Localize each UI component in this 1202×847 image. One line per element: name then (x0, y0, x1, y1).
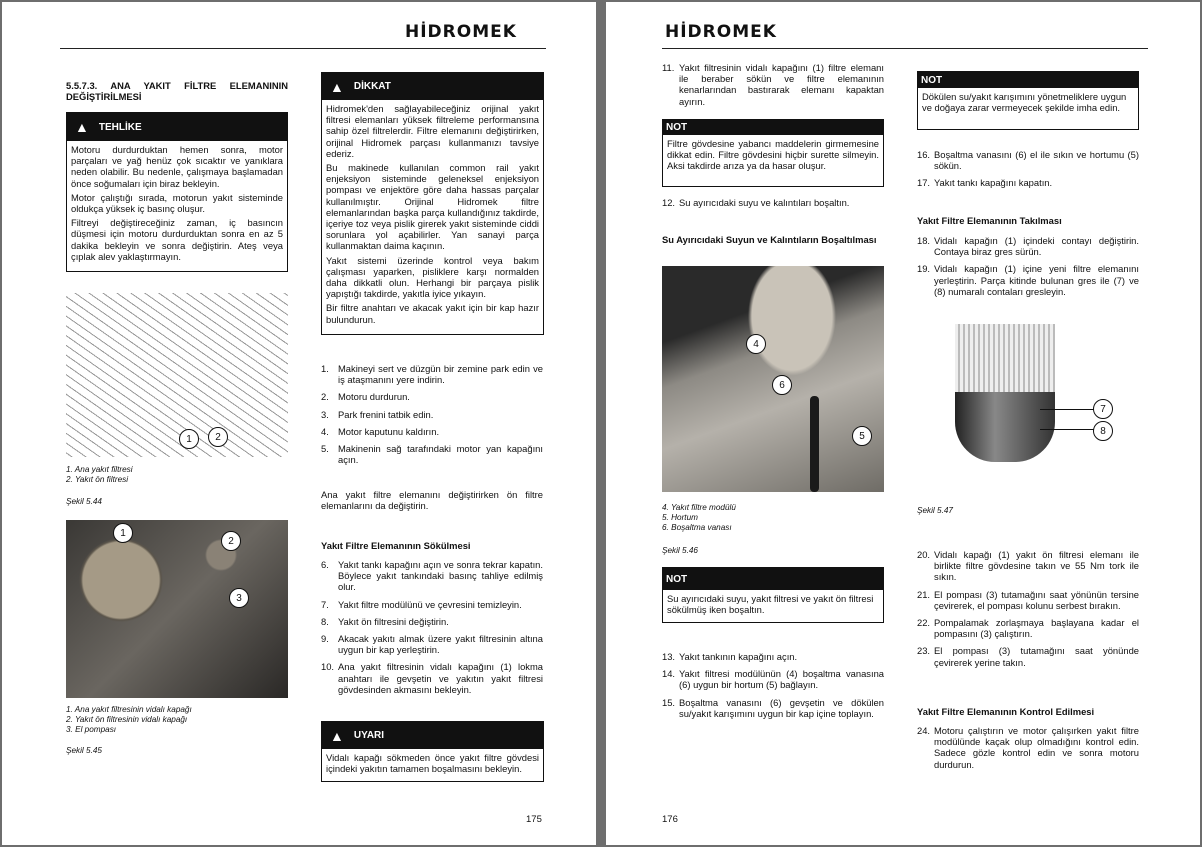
step-number: 3. (321, 408, 329, 420)
caution-title: DİKKAT (353, 81, 391, 92)
warning-box (321, 721, 544, 782)
step-item (917, 617, 1139, 639)
step-text: Makineyi sert ve düzgün bir zemine park edin ve iş ataşmanını yere indirin. (338, 363, 543, 386)
header-rule (662, 48, 1148, 49)
caption-line: 3. El pompası (66, 725, 117, 734)
callout: 1 (179, 429, 199, 449)
step-text: Yakıt tankı kapağını açın ve sonra tekrar kapatın. Böylece yakıt tankındaki basınç tahliye edilmiş olur. (338, 559, 543, 593)
caution-text: Bu makinede kullanılan common rail yakıt enjeksiyon sisteminde geleneksel enjeksiyon pompası ve enjektöre göre daha hassas parçalar kullanılmıştır. Orijinal Hidromek filtre elemanlarından başka parça kullandığınız takdirde, içeriye toz veya pislik girerek yakıt sisteminde ciddi sorunlara yol açabilirler. Yan sanayi parça kullanmaktan daima kaçının. (326, 162, 539, 252)
section-heading: 5.5.7.3. ANA YAKIT FİLTRE ELEMANININ DEĞİŞTİRİLMESİ (66, 80, 288, 103)
steps-list-16-17 (917, 149, 1139, 195)
step-number: 7. (321, 598, 329, 610)
danger-title: TEHLİKE (98, 121, 142, 133)
step-item (321, 633, 543, 655)
figure-caption (662, 503, 736, 533)
callout: 2 (208, 427, 228, 447)
caption-line: 5. Hortum (662, 513, 698, 522)
filter-housing (955, 392, 1055, 462)
figure-label: Şekil 5.44 (66, 497, 102, 506)
step-text: Boşaltma vanasını (6) el ile sıkın ve hortumu (5) sökün. (934, 149, 1139, 172)
note-box (662, 119, 884, 187)
steps-list-20-23 (917, 549, 1139, 674)
callout: 3 (229, 588, 249, 608)
step-item (321, 599, 543, 610)
caption-line: 1. Ana yakıt filtresi (66, 465, 133, 474)
step-item (662, 62, 884, 107)
danger-text: Motoru durdurduktan hemen sonra, motor parçaları ve yağ henüz çok sıcaktır ve yanıklara neden olabilir. Bu nedenle, çalışmaya başlamadan önce soğumaları için biraz bekleyin. (71, 144, 283, 189)
step-item (917, 235, 1139, 257)
subheading-drain: Su Ayırıcıdaki Suyun ve Kalıntıların Boşaltılması (662, 234, 877, 245)
step-item (917, 549, 1139, 583)
step-text: Pompalamak zorlaşmaya başlayana kadar el pompasını (3) çalıştırın. (934, 617, 1139, 640)
note-title: NOT (918, 72, 1138, 88)
callout: 6 (772, 375, 792, 395)
note-text: Dökülen su/yakıt karışımını yönetmeliklere uygun ve doğaya zarar vermeyecek şekilde imha edin. (922, 91, 1127, 114)
callout: 4 (746, 334, 766, 354)
caution-text: Bir filtre anahtarı ve akacak yakıt için bir kap hazır bulundurun. (326, 302, 539, 325)
step-item (917, 589, 1139, 611)
step-item (917, 149, 1139, 171)
page-number: 175 (526, 814, 542, 825)
caution-header (322, 73, 543, 100)
step-text: Motor kaputunu kaldırın. (338, 425, 440, 437)
danger-text: Filtreyi değiştireceğiniz zaman, iç basıncın düşmesi için motoru durdurduktan sonra en az 5 dakika bekleyin ve sonra değiştirin. Ateş veya çıplak alev yaklaştırmayın. (71, 217, 283, 262)
callout: 7 (1093, 399, 1113, 419)
step-text: Su ayırıcıdaki suyu ve kalıntıları boşaltın. (679, 197, 850, 208)
step-text: Vidalı kapağın (1) içindeki contayı değiştirin. Contaya biraz gres sürün. (934, 235, 1139, 258)
steps-list-13-15 (662, 651, 884, 725)
steps-list-6-10 (321, 559, 543, 701)
figure-label: Şekil 5.46 (662, 546, 698, 555)
callout: 8 (1093, 421, 1113, 441)
step-number: 18. (917, 235, 931, 246)
step-item (662, 651, 884, 662)
step-text: Yakıt tankı kapağını kapatın. (934, 177, 1053, 189)
subheading-check: Yakıt Filtre Elemanının Kontrol Edilmesi (917, 706, 1095, 717)
subheading-removal: Yakıt Filtre Elemanının Sökülmesi (321, 540, 471, 551)
step-item (321, 426, 543, 437)
warning-title: UYARI (353, 730, 385, 741)
step-number: 10. (321, 661, 335, 673)
step-text: Boşaltma vanasını (6) gevşetin ve dökülen su/yakıt karışımını uygun bir kap içine toplayın. (679, 696, 884, 719)
body-paragraph: Ana yakıt filtre elemanını değiştirirken ön filtre elemanlarını da değiştirin. (321, 489, 543, 512)
step-text: Akacak yakıtı almak üzere yakıt filtresinin altına uygun bir kap yerleştirin. (338, 633, 543, 656)
caption-line: 4. Yakıt filtre modülü (662, 503, 736, 512)
subheading-install: Yakıt Filtre Elemanının Takılması (917, 215, 1062, 226)
step-item (321, 391, 543, 402)
warning-header (322, 722, 543, 749)
step-number: 1. (321, 363, 329, 374)
step-number: 8. (321, 615, 329, 627)
step-11 (662, 62, 884, 113)
step-text: Motoru çalıştırın ve motor çalışırken yakıt filtre modülünde kaçak olup olmadığını kontrol edin. Sadece gözle kontrol edin ve sonra motoru durdurun. (934, 725, 1139, 770)
step-number: 5. (321, 443, 329, 455)
step-item (321, 559, 543, 593)
step-number: 11. (662, 62, 675, 73)
steps-list-1-5 (321, 363, 543, 471)
note-text: Filtre gövdesine yabancı maddelerin girmemesine dikkat edin. Filtre gövdesini hiçbir surette silmeyin. Aksi takdirde arıza ya da hasar oluşur. (667, 138, 879, 172)
step-number: 21. (917, 588, 931, 600)
caption-line: 2. Yakıt ön filtresinin vidalı kapağı (66, 715, 188, 724)
step-item (917, 645, 1139, 667)
figure-5-47-filter-cutaway (945, 322, 1125, 472)
page-176 (606, 2, 1200, 845)
step-text: Vidalı kapağın (1) içine yeni filtre elemanını yerleştirin. Parça kitinde bulunan gres ile (7) ve (8) numaralı contaları gresleyin. (934, 263, 1139, 297)
danger-box (66, 112, 288, 272)
step-text: Motoru durdurun. (338, 391, 410, 403)
note-box (662, 567, 884, 623)
step-text: Park frenini tatbik edin. (338, 408, 434, 420)
step-text: Yakıt ön filtresini değiştirin. (338, 615, 449, 627)
header-rule (60, 48, 546, 49)
figure-5-45-filter-photo (66, 520, 288, 698)
figure-label: Şekil 5.45 (66, 746, 102, 755)
step-12 (662, 197, 884, 214)
step-item (321, 616, 543, 627)
step-number: 17. (917, 177, 931, 189)
steps-list-18-19 (917, 235, 1139, 303)
step-number: 15. (662, 696, 676, 708)
caution-text: Hidromek'den sağlayabileceğiniz orijinal yakıt filtresi elemanları yüksek filtreleme performansına sahip özel filtrelerdir. Filtre elemanını değiştirirken, orijinal Hidromek parçası kullanmanızı tavsiye ederiz. (326, 103, 539, 159)
step-number: 23. (917, 645, 931, 657)
step-item (917, 177, 1139, 188)
note-box (917, 71, 1139, 130)
step-24 (917, 725, 1139, 776)
page-175 (2, 2, 596, 845)
step-item (662, 668, 884, 690)
step-text: El pompası (3) tutamağını saat yönünün tersine çevirerek, el pompası kolunu serbest bırakın. (934, 588, 1139, 611)
step-number: 6. (321, 559, 329, 570)
step-item (917, 725, 1139, 770)
warning-triangle-icon: ▲ (330, 727, 344, 744)
step-text: Yakıt filtre modülünü ve çevresini temizleyin. (338, 598, 522, 610)
figure-caption (66, 705, 192, 735)
step-number: 2. (321, 391, 329, 403)
caution-text: Yakıt sistemi üzerinde kontrol veya bakım çalışması yaparken, pisliklere karşı normalden daha dikkatli olun. Herhangi bir parçaya pislik yapıştığı takdirde, yakıtla iyice yıkayın. (326, 254, 539, 300)
hidromek-logo: HİDROMEK (665, 22, 777, 42)
step-item (662, 197, 884, 208)
step-text: El pompası (3) tutamağını saat yönünde çevirerek yerine takın. (934, 645, 1139, 668)
warning-triangle-icon: ▲ (330, 78, 344, 95)
step-number: 14. (662, 668, 676, 680)
caution-box (321, 72, 544, 335)
figure-caption (66, 465, 133, 485)
step-item (321, 363, 543, 385)
danger-header (67, 113, 287, 141)
step-text: Yakıt filtresi modülünün (4) boşaltma vanasına (6) uygun bir hortum (5) bağlayın. (679, 668, 884, 691)
note-title: NOT (663, 568, 883, 590)
figure-5-46-photo (662, 266, 884, 492)
step-number: 20. (917, 549, 931, 560)
step-number: 22. (917, 617, 931, 629)
page-number: 176 (662, 814, 678, 825)
caption-line: 1. Ana yakıt filtresinin vidalı kapağı (66, 705, 192, 714)
step-text: Ana yakıt filtresinin vidalı kapağını (1) lokma anahtarı ile gevşetin ve yakıtın yakıt filtresi gövdesinden akmasını bekleyin. (338, 661, 543, 695)
step-text: Makinenin sağ tarafındaki motor yan kapağını açın. (338, 443, 543, 466)
step-number: 13. (662, 651, 676, 662)
step-number: 12. (662, 197, 676, 208)
hidromek-logo: HİDROMEK (405, 22, 517, 42)
note-title: NOT (663, 120, 883, 135)
warning-text: Vidalı kapağı sökmeden önce yakıt filtre gövdesi içindeki yakıtın tamamen boşalmasını bekleyin. (326, 752, 539, 775)
step-item (662, 697, 884, 719)
step-number: 24. (917, 725, 931, 736)
hose (810, 396, 819, 492)
step-number: 16. (917, 149, 931, 160)
caption-line: 6. Boşaltma vanası (662, 523, 732, 532)
step-text: Yakıt filtresinin vidalı kapağını (1) filtre elemanı ile beraber sökün ve filtre elemanının kenarlarından bastırarak elemanı kapaktan ayırın. (679, 62, 884, 107)
step-text: Yakıt tankının kapağını açın. (679, 651, 798, 662)
step-text: Vidalı kapağı (1) yakıt ön filtresi elemanı ile birlikte filtre gövdesine takın ve 55 Nm tork ile sıkın. (934, 549, 1139, 583)
callout: 5 (852, 426, 872, 446)
step-item (321, 409, 543, 420)
callout: 2 (221, 531, 241, 551)
step-item (321, 443, 543, 465)
step-number: 9. (321, 633, 329, 645)
figure-label: Şekil 5.47 (917, 506, 953, 515)
warning-triangle-icon: ▲ (75, 119, 89, 135)
note-text: Su ayırıcıdaki suyu, yakıt filtresi ve yakıt ön filtresi sökülmüş iken boşaltın. (667, 593, 874, 616)
step-number: 4. (321, 425, 329, 437)
figure-5-44-engine-drawing (66, 293, 288, 457)
caption-line: 2. Yakıt ön filtresi (66, 475, 129, 484)
danger-text: Motor çalıştığı sırada, motorun yakıt sisteminde oldukça yüksek iç basınç oluşur. (71, 191, 283, 215)
callout: 1 (113, 523, 133, 543)
step-item (917, 263, 1139, 297)
step-number: 19. (917, 263, 931, 275)
step-item (321, 661, 543, 695)
